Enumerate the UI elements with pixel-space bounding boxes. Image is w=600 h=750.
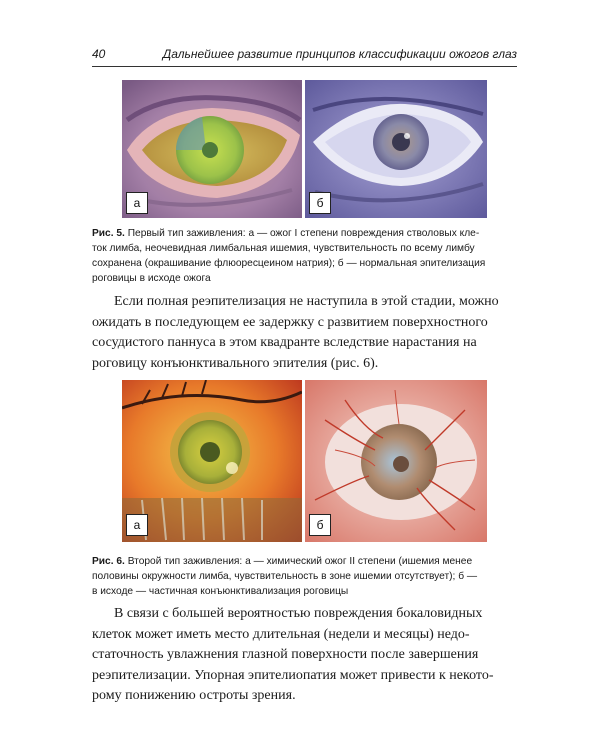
page-header xyxy=(92,44,517,64)
paragraph-1-line: Если полная реэпителизация не наступила в этой стадии, можно xyxy=(114,294,499,309)
paragraph-1-line: ожидать в последующем ее задержку с развитием поверхностного xyxy=(92,314,488,330)
figure5-caption-line: Первый тип заживления: а — ожог I степени повреждения стволовых кле- xyxy=(124,228,480,239)
paragraph-2-line: реэпителизации. Упорная эпителиопатия может привести к некото- xyxy=(92,667,494,683)
figure6a-photo xyxy=(122,380,302,542)
paragraph-2-line: статочность увлажнения глазной поверхности после завершения xyxy=(92,647,479,662)
paragraph-1-line: роговицу конъюнктивального эпителия (рис. 6). xyxy=(92,355,379,371)
running-title: Дальнейшее развитие принципов классификации ожогов глаз xyxy=(162,47,517,61)
figure6b-label: б xyxy=(309,514,331,536)
figure5-caption-line: роговицы в исходе ожога xyxy=(92,273,211,284)
figure6-caption-line: в исходе — частичная конъюнктивализация роговицы xyxy=(92,586,349,597)
chemical-burn-eye-image xyxy=(122,380,302,542)
figure5-caption-line: ток лимба, неочевидная лимбальная ишемия, чувствительность по всему лимбу xyxy=(92,243,475,254)
figure6-caption xyxy=(92,554,517,599)
figure6a-label: а xyxy=(126,514,148,536)
page-number: 40 xyxy=(92,47,106,61)
figure5a-photo xyxy=(122,80,302,218)
figure5b-photo xyxy=(305,80,487,218)
figure6-caption-label: Рис. 6. xyxy=(92,556,125,567)
paragraph-2-line: рому понижению остроты зрения. xyxy=(92,688,296,703)
figure5b-label: б xyxy=(309,192,331,214)
paragraph-1 xyxy=(92,292,517,374)
figure6-caption-line: Второй тип заживления: а — химический ожог II степени (ишемия менее xyxy=(124,556,473,567)
figure5a-label: а xyxy=(126,192,148,214)
figure6-caption-line: половины окружности лимба, чувствительность в зоне ишемии отсутствует); б — xyxy=(92,571,478,582)
paragraph-2-line: клеток может иметь место длительная (недели и месяцы) недо- xyxy=(92,626,470,642)
figure5-caption-label: Рис. 5. xyxy=(92,228,125,239)
paragraph-2-line: В связи с большей вероятностью повреждения бокаловидных xyxy=(114,606,483,621)
conjunctivalized-eye-image xyxy=(305,380,487,542)
figure5-caption xyxy=(92,226,517,286)
fluorescein-eye-image xyxy=(122,80,302,218)
paragraph-2 xyxy=(92,604,517,707)
figure6b-photo xyxy=(305,380,487,542)
paragraph-1-line: сосудистого паннуса в этом квадранте вследствие нарастания на xyxy=(92,335,477,350)
normal-eye-image xyxy=(305,80,487,218)
header-divider xyxy=(92,66,517,67)
figure5-caption-line: сохранена (окрашивание флюоресцеином натрия); б — нормальная эпителизация xyxy=(92,258,486,269)
